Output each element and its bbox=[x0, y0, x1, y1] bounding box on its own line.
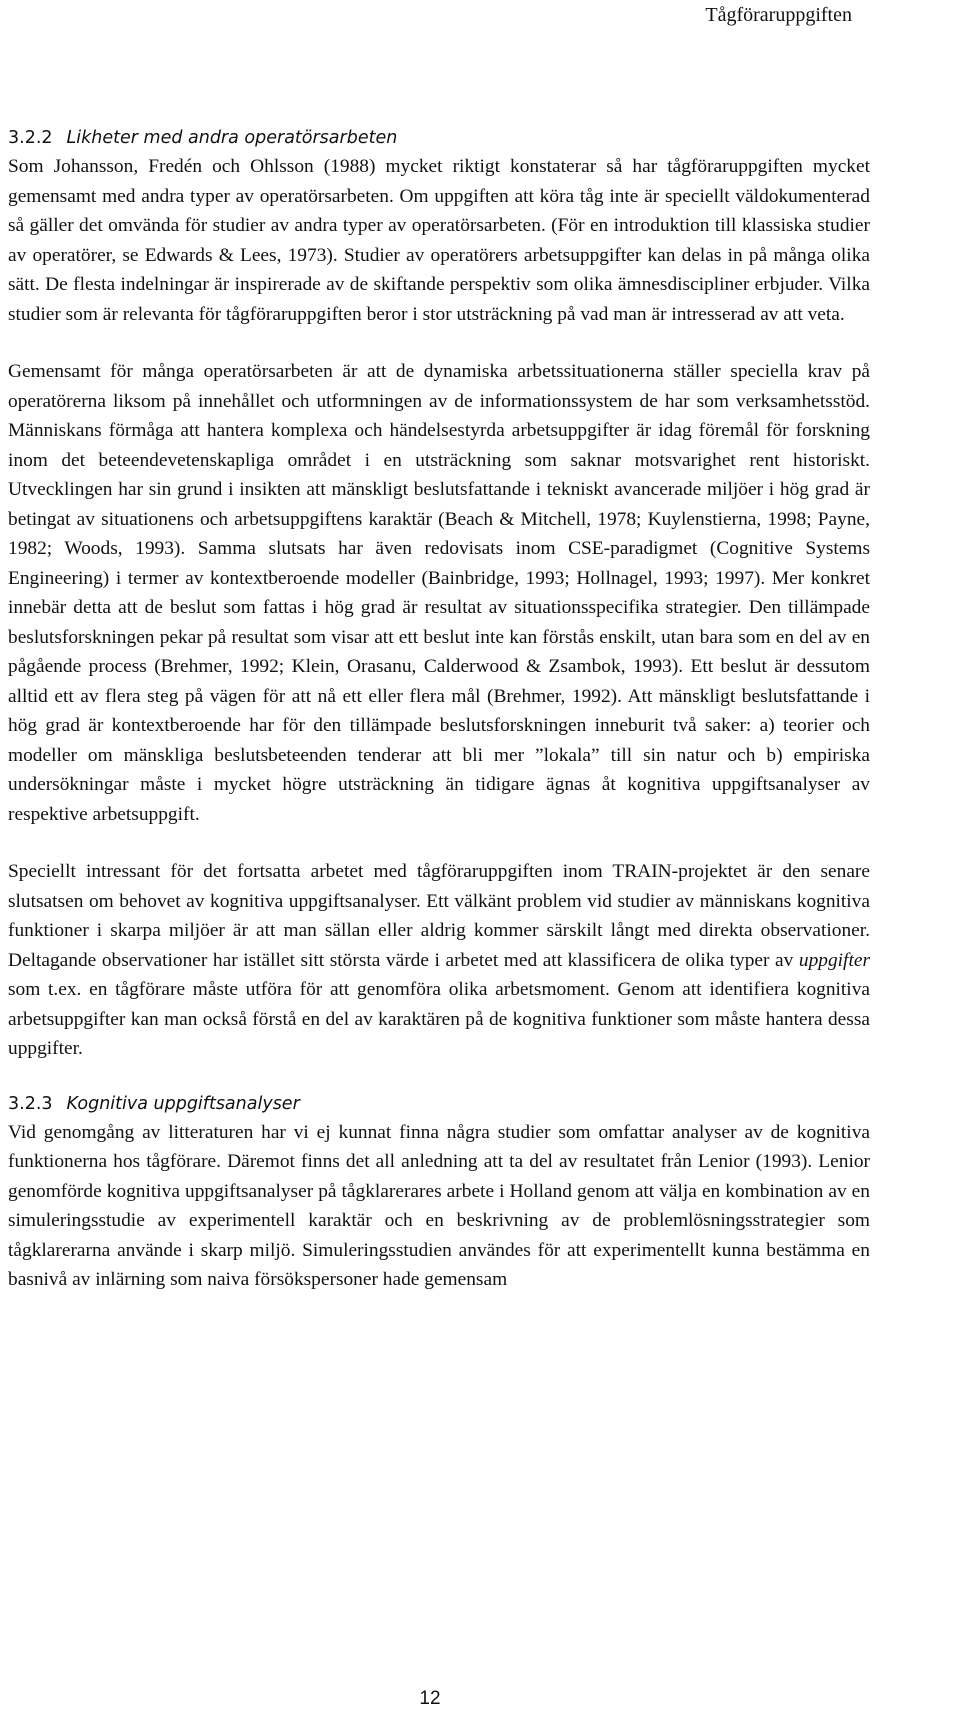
page-number: 12 bbox=[419, 1688, 441, 1709]
running-header: Tågföraruppgiften bbox=[705, 4, 852, 26]
paragraph bbox=[8, 857, 870, 1064]
document-body bbox=[8, 124, 870, 1295]
paragraph-text: Speciellt intressant för det fortsatta arbetet med tågföraruppgiften inom TRAIN-projektet är den senare slutsatsen om behovet av kognitiva uppgiftsanalyser. Ett välkänt problem vid studier av människans kognitiva funktioner i skarpa miljöer är att man sällan eller aldrig kommer särskilt långt med direkta observationer. Deltagande observationer har istället sitt största värde i arbetet med att klassificera de olika typer av bbox=[8, 861, 870, 971]
section-heading-3-2-2 bbox=[8, 124, 870, 152]
section-title: Likheter med andra operatörsarbeten bbox=[66, 128, 398, 148]
section-number: 3.2.3 bbox=[8, 1093, 53, 1114]
section-title: Kognitiva uppgiftsanalyser bbox=[66, 1093, 300, 1114]
paragraph-text: som t.ex. en tågförare måste utföra för att genomföra olika arbetsmoment. Genom att identifiera kognitiva arbetsuppgifter kan man också förstå en del av karaktären på de kognitiva funktioner som måste hantera dessa uppgifter. bbox=[8, 979, 870, 1059]
section-heading-3-2-3 bbox=[8, 1090, 870, 1118]
paragraph: Vid genomgång av litteraturen har vi ej kunnat finna några studier som omfattar analyser av de kognitiva funktionerna hos tågförare. Däremot finns det all anledning att ta del av resultatet från Lenior (1993). Lenior genomförde kognitiva uppgiftsanalyser på tågklarerares arbete i Holland genom att välja en kombination av en simuleringsstudie av experimentell karaktär och en beskrivning av de problemlösningsstrategier som tågklarerarna använde i skarp miljö. Simuleringsstudien användes för att experimentellt kunna bestämma en basnivå av inlärning som naiva försökspersoner hade gemensam bbox=[8, 1121, 870, 1290]
section-number: 3.2.2 bbox=[8, 128, 53, 148]
emphasized-term: uppgifter bbox=[798, 949, 870, 971]
paragraph: Gemensamt för många operatörsarbeten är att de dynamiska arbetssituationerna ställer speciella krav på operatörerna liksom på innehållet och utformningen av de informationssystem de har som verksamhetsstöd. Människans förmåga att hantera komplexa och händelsestyrda arbetsuppgifter är idag föremål för forskning inom det beteendevetenskapliga området i en utsträckning som saknar motsvarighet rent historiskt. Utvecklingen har sin grund i insikten att mänskligt beslutsfattande i tekniskt avancerade miljöer i hög grad är betingat av situationens och arbetsuppgiftens karaktär (Beach & Mitchell, 1978; Kuylenstierna, 1998; Payne, 1982; Woods, 1993). Samma slutsats har även redovisats inom CSE-paradigmet (Cognitive Systems Engineering) i termer av kontextberoende modeller (Bainbridge, 1993; Hollnagel, 1993; 1997). Mer konkret innebär detta att de beslut som fattas i hög grad är resultat av situationsspecifika strategier. Den tillämpade beslutsforskningen pekar på resultat som visar att ett beslut inte kan förstås enskilt, utan bara som en del av en pågående process (Brehmer, 1992; Klein, Orasanu, Calderwood & Zsambok, 1993). Ett beslut är dessutom alltid ett av flera steg på vägen för att nå ett eller flera mål (Brehmer, 1992). Att mänskligt beslutsfattande i hög grad är kontextberoende har för den tillämpade beslutsforskningen inneburit två saker: a) teorier och modeller om mänskliga beslutsbeteenden tenderar att bli mer ”lokala” till sin natur och b) empiriska undersökningar måste i mycket högre utsträckning än tidigare ägnas åt kognitiva uppgiftsanalyser av respektive arbetsuppgift. bbox=[8, 361, 870, 825]
paragraph: Som Johansson, Fredén och Ohlsson (1988) mycket riktigt konstaterar så har tågföraruppgiften mycket gemensamt med andra typer av operatörsarbeten. Om uppgiften att köra tåg inte är speciellt väldokumenterad så gäller det omvända för studier av andra typer av operatörsarbeten. (För en introduktion till klassiska studier av operatörer, se Edwards & Lees, 1973). Studier av operatörers arbetsuppgifter kan delas in på många olika sätt. De flesta indelningar är inspirerade av de skiftande perspektiv som olika ämnesdiscipliner erbjuder. Vilka studier som är relevanta för tågföraruppgiften beror i stor utsträckning på vad man är intresserad av att veta. bbox=[8, 156, 870, 325]
